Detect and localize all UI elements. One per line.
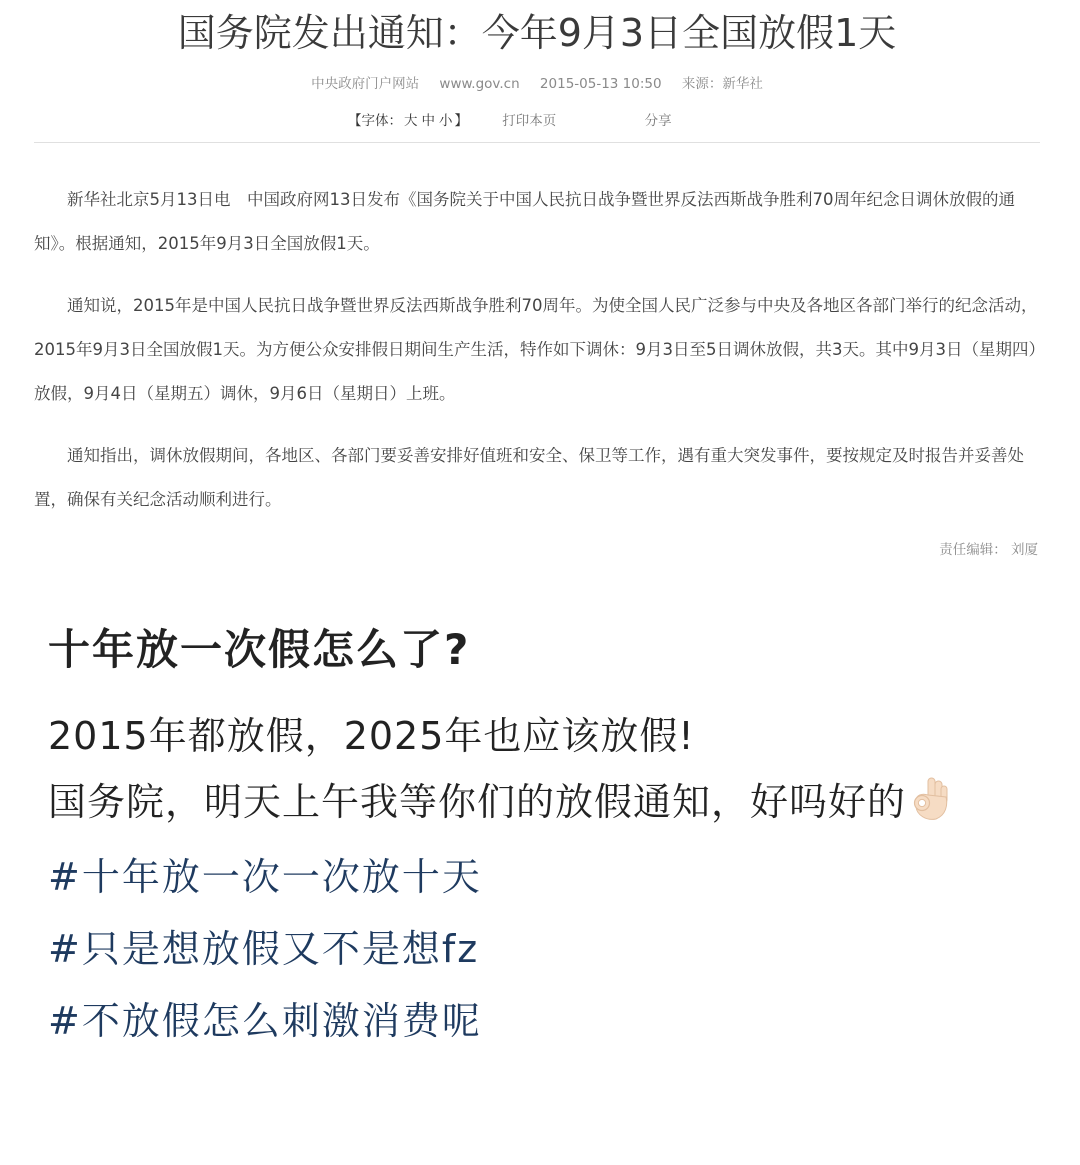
share-link[interactable]: 分享 [644, 113, 672, 129]
hashtag-link[interactable]: #十年放一次一次放十天 [48, 855, 482, 899]
post-content [48, 615, 1048, 1057]
meta-datetime: 2015-05-13 10:50 [539, 76, 662, 92]
meta-origin-label: 来源： [681, 76, 723, 92]
article-paragraph-1: 新华社北京5月13日电 中国政府网13日发布《国务院关于中国人民抗日战争暨世界反法西斯战争胜利70周年纪念日调休放假的通知》。根据通知，2015年9月3日全国放假1天。 [34, 190, 1015, 253]
font-size-medium-button[interactable]: 中 [421, 113, 435, 129]
font-label-close: 】 [454, 113, 468, 129]
article-divider [34, 142, 1040, 143]
meta-url[interactable]: www.gov.cn [439, 76, 520, 92]
meta-origin-value: 新华社 [722, 76, 763, 92]
article-paragraph-2: 通知说，2015年是中国人民抗日战争暨世界反法西斯战争胜利70周年。为使全国人民广泛参与中央及各地区各部门举行的纪念活动，2015年9月3日全国放假1天。为方便公众安排假日期间生产生活，特作如下调休：9月3日至5日调休放假，共3天。其中9月3日（星期四）放假，9月4日（星期五）调休，9月6日（星期日）上班。 [34, 296, 1038, 403]
font-size-large-button[interactable]: 大 [404, 113, 418, 129]
hashtag-link[interactable]: #不放假怎么刺激消费呢 [48, 999, 482, 1043]
font-label-open: 【字体： [348, 113, 402, 129]
meta-source-site: 中央政府门户网站 [311, 76, 420, 92]
ok-hand-icon [910, 775, 950, 821]
print-page-link[interactable]: 打印本页 [502, 113, 557, 129]
post-body [48, 703, 1048, 835]
meta-origin [682, 76, 763, 92]
article-screenshot [0, 0, 1080, 580]
font-size-control [348, 113, 468, 129]
hashtag-list [48, 841, 1048, 1057]
hashtag-link[interactable]: #只是想放假又不是想fz [48, 927, 480, 971]
post-line-2 [48, 769, 1048, 835]
article-meta [0, 74, 1074, 94]
font-size-small-button[interactable]: 小 [439, 113, 453, 129]
article-title: 国务院发出通知：今年9月3日全国放假1天 [177, 11, 897, 55]
post-line-2-text: 国务院，明天上午我等你们的放假通知，好吗好的 [48, 780, 907, 824]
article-editor: 责任编辑： 刘厦 [939, 542, 1038, 558]
article-body [34, 178, 1044, 540]
article-paragraph-3: 通知指出，调休放假期间，各地区、各部门要妥善安排好值班和安全、保卫等工作，遇有重大突发事件，要按规定及时报告并妥善处置，确保有关纪念活动顺利进行。 [34, 446, 1024, 509]
post-line-1: 2015年都放假，2025年也应该放假! [48, 714, 695, 758]
post-heading: 十年放一次假怎么了? [48, 625, 471, 674]
article-tools [348, 111, 672, 131]
